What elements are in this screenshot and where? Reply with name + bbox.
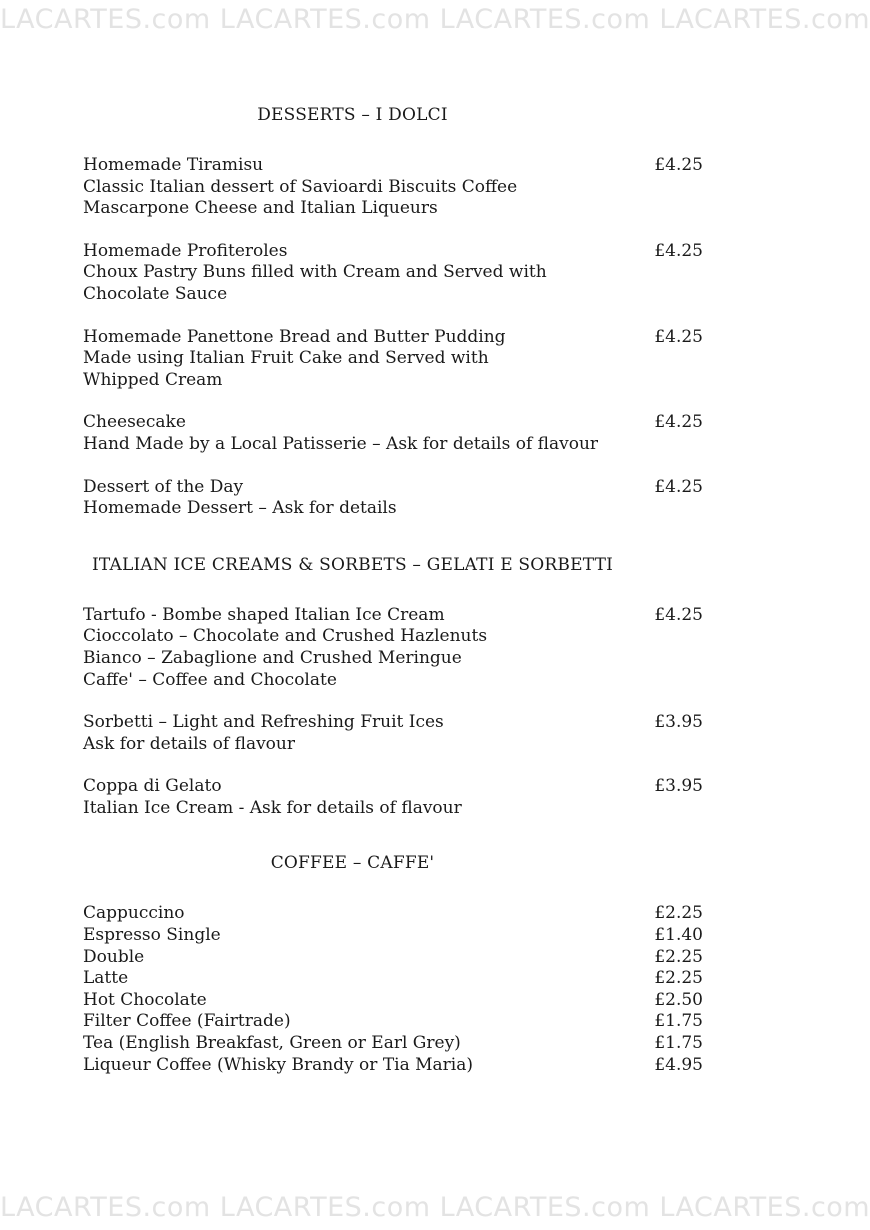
coffee-item bbox=[83, 1055, 703, 1077]
menu-item bbox=[83, 412, 703, 455]
item-name: Latte bbox=[83, 968, 129, 989]
coffee-item bbox=[83, 925, 703, 947]
item-price: £1.75 bbox=[654, 1011, 703, 1032]
item-price: £1.40 bbox=[654, 925, 703, 946]
item-description bbox=[83, 605, 623, 691]
menu-item bbox=[83, 712, 703, 755]
coffee-list bbox=[83, 903, 703, 1076]
item-description bbox=[83, 241, 623, 306]
item-name: Homemade Profiteroles bbox=[83, 240, 288, 261]
watermark-top: LACARTES.com LACARTES.com LACARTES.com LACARTES.com bbox=[0, 4, 870, 35]
item-detail: Cioccolato – Chocolate and Crushed Hazlenuts bbox=[83, 626, 488, 647]
section-title: DESSERTS – I DOLCI bbox=[257, 105, 448, 125]
desserts-section bbox=[83, 104, 703, 520]
item-detail: Whipped Cream bbox=[83, 369, 223, 390]
item-detail: Homemade Dessert – Ask for details bbox=[83, 498, 397, 519]
item-detail: Bianco – Zabaglione and Crushed Meringue bbox=[83, 647, 462, 668]
item-price: £4.95 bbox=[654, 1054, 703, 1075]
item-name: Sorbetti – Light and Refreshing Fruit Ices bbox=[83, 712, 444, 733]
item-price: £1.75 bbox=[654, 1033, 703, 1054]
menu-item bbox=[83, 155, 703, 220]
item-description bbox=[83, 477, 623, 520]
ice-creams-section bbox=[83, 554, 703, 820]
item-price: £4.25 bbox=[654, 155, 703, 175]
item-name: Tea (English Breakfast, Green or Earl Grey) bbox=[83, 1033, 461, 1054]
item-detail: Chocolate Sauce bbox=[83, 283, 228, 304]
item-description bbox=[83, 412, 623, 455]
item-description bbox=[83, 712, 623, 755]
item-detail: Made using Italian Fruit Cake and Served with bbox=[83, 348, 489, 369]
menu-item bbox=[83, 327, 703, 392]
coffee-item bbox=[83, 1011, 703, 1033]
item-name: Espresso Single bbox=[83, 925, 221, 946]
item-price: £3.95 bbox=[654, 776, 703, 797]
item-description bbox=[83, 155, 623, 220]
item-price: £2.50 bbox=[654, 989, 703, 1010]
item-name: Filter Coffee (Fairtrade) bbox=[83, 1011, 291, 1032]
item-name: Double bbox=[83, 946, 145, 967]
item-detail: Ask for details of flavour bbox=[83, 733, 295, 754]
item-price: £2.25 bbox=[654, 968, 703, 989]
item-name: Hot Chocolate bbox=[83, 989, 207, 1010]
coffee-item bbox=[83, 947, 703, 969]
item-detail: Italian Ice Cream - Ask for details of flavour bbox=[83, 797, 462, 818]
item-price: £4.25 bbox=[654, 326, 703, 347]
item-price: £2.25 bbox=[654, 903, 703, 924]
item-name: Dessert of the Day bbox=[83, 476, 244, 497]
item-detail: Caffe' – Coffee and Chocolate bbox=[83, 669, 337, 690]
coffee-item bbox=[83, 990, 703, 1012]
item-description bbox=[83, 327, 623, 392]
coffee-item bbox=[83, 1033, 703, 1055]
item-name: Coppa di Gelato bbox=[83, 776, 222, 797]
item-name: Cappuccino bbox=[83, 903, 185, 924]
item-name: Homemade Panettone Bread and Butter Pudding bbox=[83, 326, 506, 347]
menu-item bbox=[83, 776, 703, 819]
item-price: £4.25 bbox=[654, 412, 703, 433]
coffee-section bbox=[83, 852, 703, 1076]
item-price: £4.25 bbox=[654, 240, 703, 261]
item-name: Tartufo - Bombe shaped Italian Ice Cream bbox=[83, 604, 445, 625]
item-price: £4.25 bbox=[654, 604, 703, 625]
item-price: £3.95 bbox=[654, 712, 703, 733]
coffee-item bbox=[83, 903, 703, 925]
item-detail: Choux Pastry Buns filled with Cream and Served with bbox=[83, 262, 547, 283]
item-detail: Hand Made by a Local Patisserie – Ask for details of flavour bbox=[83, 433, 599, 454]
menu-item bbox=[83, 241, 703, 306]
item-name: Homemade Tiramisu bbox=[83, 155, 264, 175]
item-detail: Classic Italian dessert of Savioardi Biscuits Coffee bbox=[83, 176, 518, 197]
item-description bbox=[83, 776, 623, 819]
item-detail: Mascarpone Cheese and Italian Liqueurs bbox=[83, 198, 438, 219]
item-name: Liqueur Coffee (Whisky Brandy or Tia Maria) bbox=[83, 1054, 474, 1075]
section-title: COFFEE – CAFFE' bbox=[270, 853, 435, 874]
section-title: ITALIAN ICE CREAMS & SORBETS – GELATI E SORBETTI bbox=[91, 554, 614, 575]
watermark-bottom: LACARTES.com LACARTES.com LACARTES.com LACARTES.com bbox=[0, 1192, 870, 1223]
coffee-item bbox=[83, 968, 703, 990]
item-name: Cheesecake bbox=[83, 412, 186, 433]
menu-item bbox=[83, 605, 703, 691]
item-price: £2.25 bbox=[654, 946, 703, 967]
menu-page bbox=[83, 104, 703, 1076]
item-price: £4.25 bbox=[654, 476, 703, 497]
menu-item bbox=[83, 477, 703, 520]
